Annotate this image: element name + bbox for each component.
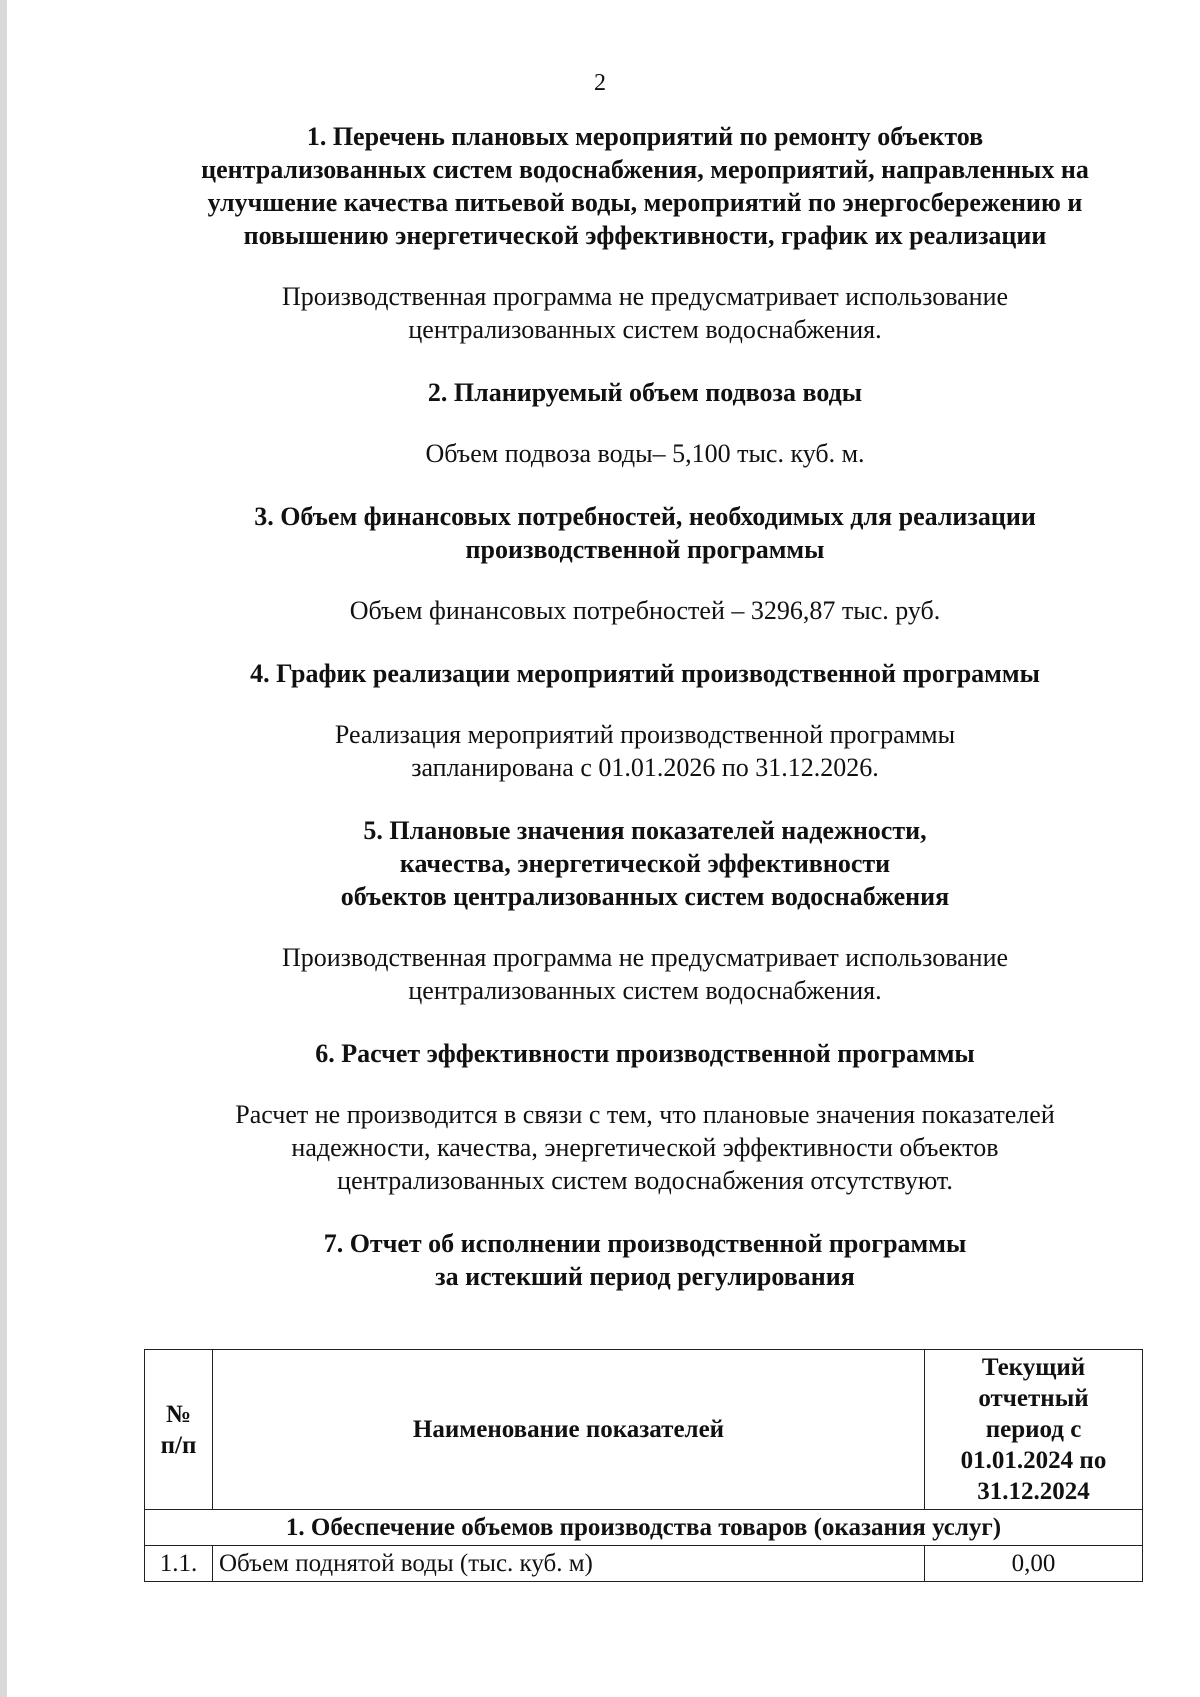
header-line: 01.01.2024 по [960, 1447, 1107, 1474]
section-heading [150, 500, 1140, 566]
row-number: 1.1. [145, 1546, 213, 1582]
heading-line: 3. Объем финансовых потребностей, необходимых для реализации [254, 502, 1036, 531]
page-number: 2 [594, 70, 606, 96]
heading-line: 2. Планируемый объем подвоза воды [427, 378, 863, 407]
section-2 [150, 376, 1140, 470]
heading-line: объектов централизованных систем водоснабжения [340, 882, 950, 911]
table-section-row [145, 1510, 1143, 1546]
section-text [150, 718, 1140, 784]
section-6 [150, 1037, 1140, 1197]
text-line: Производственная программа не предусматривает использование [281, 943, 1009, 972]
section-heading [150, 814, 1140, 913]
row-value: 0,00 [925, 1546, 1143, 1582]
heading-line: за истекший период регулирования [435, 1262, 855, 1291]
header-line: 31.12.2024 [977, 1478, 1090, 1505]
table-row [145, 1546, 1143, 1582]
report-table [144, 1349, 1143, 1582]
section-heading [150, 1227, 1140, 1293]
document-body [150, 120, 1140, 1293]
section-3 [150, 500, 1140, 627]
section-1 [150, 120, 1140, 346]
heading-line: 5. Плановые значения показателей надежности, [363, 816, 927, 845]
text-line: Реализация мероприятий производственной программы [334, 720, 956, 749]
heading-line: 7. Отчет об исполнении производственной программы [323, 1229, 967, 1258]
column-header-num [145, 1350, 213, 1510]
header-line: Текущий [981, 1354, 1086, 1381]
text-line: централизованных систем водоснабжения. [408, 315, 882, 344]
text-line: Производственная программа не предусматривает использование [281, 282, 1009, 311]
section-7 [150, 1227, 1140, 1293]
column-header-period [925, 1350, 1143, 1510]
section-text [150, 437, 1140, 470]
row-name: Объем поднятой воды (тыс. куб. м) [213, 1546, 925, 1582]
text-line: централизованных систем водоснабжения. [408, 976, 882, 1005]
section-heading [150, 1037, 1140, 1070]
text-line: централизованных систем водоснабжения отсутствуют. [337, 1166, 953, 1195]
section-text [150, 280, 1140, 346]
header-line: отчетный [978, 1385, 1089, 1412]
header-line: период с [985, 1416, 1082, 1443]
heading-line: производственной программы [465, 535, 825, 564]
text-line: Расчет не производится в связи с тем, что плановые значения показателей [235, 1100, 1055, 1129]
section-5 [150, 814, 1140, 1007]
text-line: надежности, качества, энергетической эффективности объектов [291, 1133, 999, 1162]
section-heading [150, 376, 1140, 409]
section-text [150, 594, 1140, 627]
column-header-name: Наименование показателей [213, 1350, 925, 1510]
heading-line: качества, энергетической эффективности [399, 849, 891, 878]
section-text [150, 1098, 1140, 1197]
heading-line: повышению энергетической эффективности, график их реализации [243, 221, 1047, 250]
text-line: запланирована с 01.01.2026 по 31.12.2026. [411, 753, 879, 782]
header-line: п/п [160, 1431, 197, 1459]
heading-line: 1. Перечень плановых мероприятий по ремонту объектов [306, 122, 984, 151]
section-text [150, 941, 1140, 1007]
text-line: Объем подвоза воды– 5,100 тыс. куб. м. [425, 439, 865, 468]
heading-line: 6. Расчет эффективности производственной программы [315, 1039, 975, 1068]
section-row-label: 1. Обеспечение объемов производства товаров (оказания услуг) [145, 1510, 1143, 1546]
text-line: Объем финансовых потребностей – 3296,87 тыс. руб. [349, 596, 941, 625]
header-line: № [165, 1400, 192, 1428]
heading-line: улучшение качества питьевой воды, мероприятий по энергосбережению и [207, 188, 1083, 217]
section-heading [150, 120, 1140, 252]
heading-line: 4. График реализации мероприятий производственной программы [250, 659, 1040, 688]
scan-edge [0, 0, 7, 1697]
heading-line: централизованных систем водоснабжения, мероприятий, направленных на [201, 155, 1089, 184]
section-heading [150, 657, 1140, 690]
section-4 [150, 657, 1140, 784]
table-header-row [145, 1350, 1143, 1510]
